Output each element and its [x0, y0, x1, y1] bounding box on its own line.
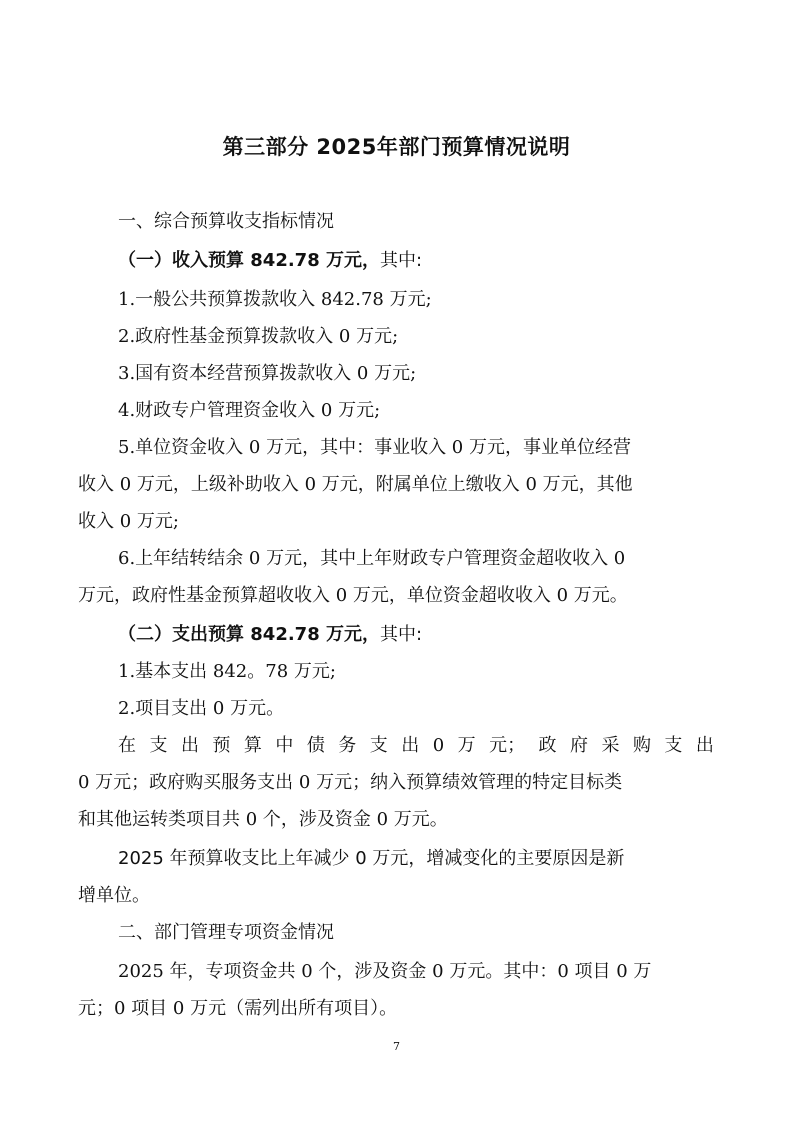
- debt-paragraph-line: 和其他运转类项目共 0 个，涉及资金 0 万元。: [78, 809, 448, 830]
- debt-paragraph-line: 0 万元；政府购买服务支出 0 万元；纳入预算绩效管理的特定目标类: [78, 772, 623, 793]
- justified-char: 中: [275, 735, 294, 756]
- page-number: 7: [393, 1040, 400, 1053]
- income-item-6-line: 6.上年结转结余 0 万元，其中上年财政专户管理资金超收收入 0: [118, 548, 626, 569]
- justified-char: 采: [601, 735, 620, 756]
- justified-char: 债: [306, 735, 325, 756]
- income-heading-rest: 其中:: [380, 250, 423, 271]
- justified-char: 万: [457, 735, 476, 756]
- justified-char: 出: [180, 735, 199, 756]
- income-item-5-line: 5.单位资金收入 0 万元，其中：事业收入 0 万元，事业单位经营: [118, 437, 631, 458]
- special-funds-line: 元；0 项目 0 万元（需列出所有项目）。: [78, 998, 398, 1019]
- justified-char: 支: [149, 735, 168, 756]
- justified-char: 支: [664, 735, 683, 756]
- expense-heading-bold: （二）支出预算 842.78 万元，: [118, 624, 380, 645]
- justified-char: 元；: [489, 735, 526, 756]
- income-item: 4.财政专户管理资金收入 0 万元;: [118, 400, 381, 421]
- income-heading: [118, 249, 422, 273]
- expense-heading-rest: 其中:: [380, 624, 423, 645]
- section-heading-2: 二、部门管理专项资金情况: [118, 922, 334, 943]
- justified-char: 算: [243, 735, 262, 756]
- expense-item: 2.项目支出 0 万元。: [118, 698, 285, 719]
- justified-char: 政: [538, 735, 557, 756]
- income-item-6-line: 万元，政府性基金预算超收收入 0 万元，单位资金超收收入 0 万元。: [78, 585, 628, 606]
- income-item-5-line: 收入 0 万元;: [78, 511, 179, 532]
- expense-heading: [118, 623, 422, 647]
- justified-char: 购: [632, 735, 651, 756]
- debt-paragraph-line-1: [118, 734, 714, 758]
- section-heading-1: 一、综合预算收支指标情况: [118, 211, 334, 232]
- document-title: 第三部分 2025年部门预算情况说明: [222, 135, 571, 159]
- income-heading-bold: （一）收入预算 842.78 万元，: [118, 250, 380, 271]
- expense-item: 1.基本支出 842。78 万元;: [118, 661, 336, 682]
- justified-char: 务: [338, 735, 357, 756]
- justified-char: 0: [432, 735, 445, 756]
- justified-char: 出: [401, 735, 420, 756]
- justified-char: 在: [118, 735, 136, 756]
- income-item: 3.国有资本经营预算拨款收入 0 万元;: [118, 363, 417, 384]
- justified-char: 府: [570, 735, 589, 756]
- income-item: 1.一般公共预算拨款收入 842.78 万元;: [118, 289, 432, 310]
- justified-char: 支: [369, 735, 388, 756]
- income-item-5-line: 收入 0 万元，上级补助收入 0 万元，附属单位上缴收入 0 万元，其他: [78, 474, 633, 495]
- special-funds-line: 2025 年，专项资金共 0 个，涉及资金 0 万元。其中：0 项目 0 万: [118, 961, 652, 982]
- income-item: 2.政府性基金预算拨款收入 0 万元;: [118, 326, 399, 347]
- change-paragraph-line: 2025 年预算收支比上年减少 0 万元，增减变化的主要原因是新: [118, 848, 625, 869]
- justified-char: 出: [695, 735, 714, 756]
- change-paragraph-line: 增单位。: [78, 885, 150, 906]
- justified-char: 预: [212, 735, 231, 756]
